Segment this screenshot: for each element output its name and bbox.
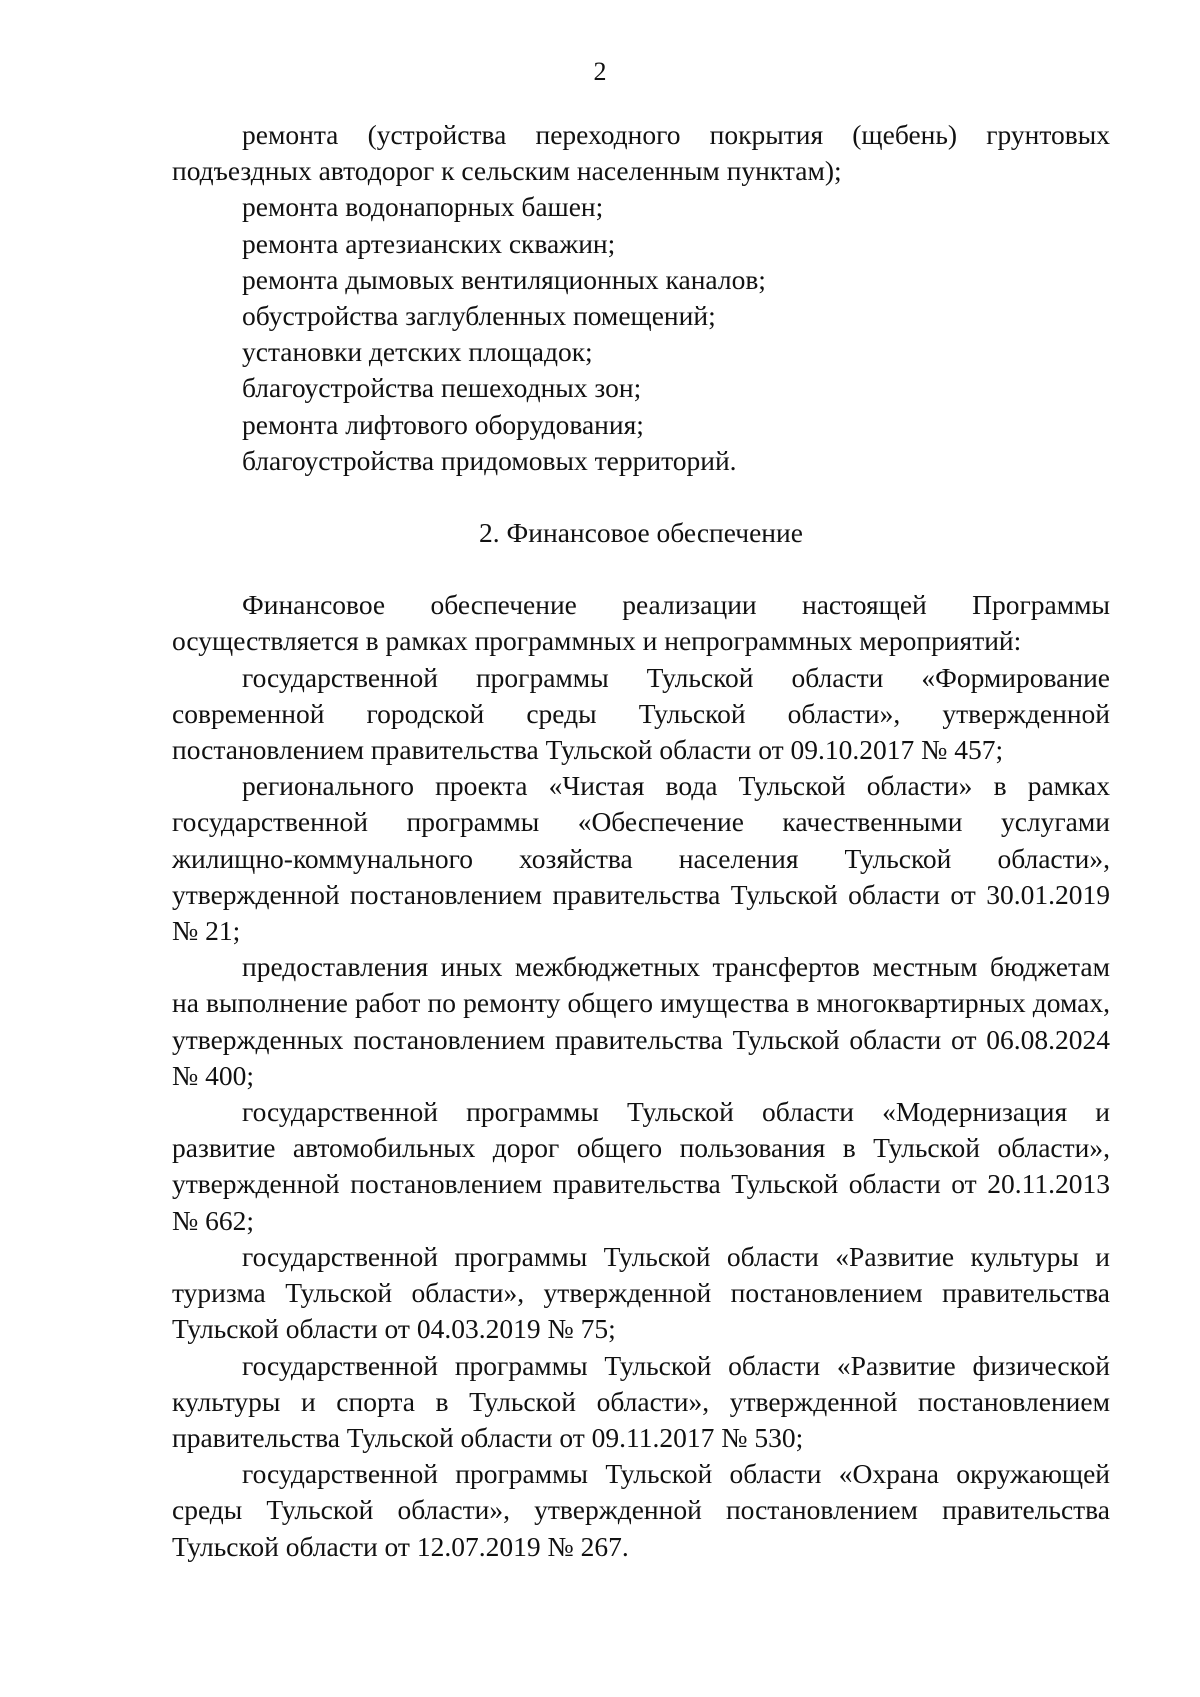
paragraph: регионального проекта «Чистая вода Тульской области» в рамках государственной программы «Обеспечение качественными услугами жилищно-коммунального хозяйства населения Тульской области», утвержденной постановлением правительства Тульской области от 30.01.2019 № 21; bbox=[172, 770, 1110, 947]
paragraph: государственной программы Тульской области «Развитие культуры и туризма Тульской области», утвержденной постановлением правительства Тульской области от 04.03.2019 № 75; bbox=[172, 1240, 1110, 1345]
section-heading: 2. Финансовое обеспечение bbox=[479, 517, 803, 549]
list-item: ремонта водонапорных башен; bbox=[242, 191, 604, 223]
list-item: ремонта (устройства переходного покрытия (щебень) грунтовых подъездных автодорог к сельским населенным пунктам); bbox=[172, 119, 1110, 187]
list-item: благоустройства придомовых территорий. bbox=[242, 444, 737, 476]
paragraph: Финансовое обеспечение реализации настоящей Программы осуществляется в рамках программных и непрограммных мероприятий: bbox=[172, 589, 1110, 657]
list-item: ремонта артезианских скважин; bbox=[242, 227, 616, 259]
list-item: ремонта дымовых вентиляционных каналов; bbox=[242, 263, 766, 295]
list-item: обустройства заглубленных помещений; bbox=[242, 300, 716, 332]
paragraph: предоставления иных межбюджетных трансфертов местным бюджетам на выполнение работ по ремонту общего имущества в многоквартирных домах, утвержденных постановлением правительства Тульской области от 06.08.2024 № 400; bbox=[172, 951, 1110, 1091]
paragraph: государственной программы Тульской области «Охрана окружающей среды Тульской области», утвержденной постановлением правительства Тульской области от 12.07.2019 № 267. bbox=[172, 1458, 1110, 1562]
document-body bbox=[172, 117, 1110, 1565]
paragraph: государственной программы Тульской области «Модернизация и развитие автомобильных дорог общего пользования в Тульской области», утвержденной постановлением правительства Тульской области от 20.11.2013 № 662; bbox=[172, 1096, 1110, 1236]
page-number: 2 bbox=[593, 57, 607, 86]
list-item: благоустройства пешеходных зон; bbox=[242, 372, 642, 404]
paragraph: государственной программы Тульской области «Развитие физической культуры и спорта в Тульской области», утвержденной постановлением правительства Тульской области от 09.11.2017 № 530; bbox=[172, 1349, 1110, 1453]
list-item: ремонта лифтового оборудования; bbox=[242, 408, 644, 440]
list-item: установки детских площадок; bbox=[242, 336, 593, 368]
paragraph: государственной программы Тульской области «Формирование современной городской среды Тульской области», утвержденной постановлением правительства Тульской области от 09.10.2017 № 457; bbox=[172, 661, 1110, 766]
